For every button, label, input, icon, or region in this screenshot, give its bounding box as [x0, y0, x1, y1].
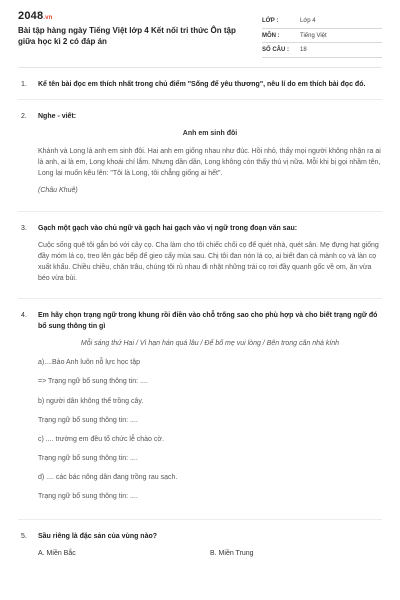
info-line-a: => Trạng ngữ bổ sung thông tin: ....	[38, 378, 148, 386]
question-body	[18, 129, 382, 197]
question-3	[18, 212, 382, 300]
question-head	[18, 112, 382, 123]
question-text: Gạch một gạch vào chủ ngữ và gạch hai gạch vào vị ngữ trong đoạn văn sau:	[38, 224, 298, 232]
meta-value: Tiếng Việt	[300, 32, 327, 39]
question-head	[18, 532, 382, 543]
document-title: Bài tập hàng ngày Tiếng Việt lớp 4 Kết nối tri thức Ôn tập giữa học kì 2 có đáp án	[18, 26, 236, 46]
answer-choices	[18, 549, 382, 559]
fill-line-d: d) .... các bác nông dân đang trồng rau sạch.	[38, 474, 178, 482]
question-head	[18, 224, 382, 235]
question-number: 2.	[21, 112, 27, 120]
question-text: Kể tên bài đọc em thích nhất trong chủ điểm "Sống để yêu thương", nêu lí do em thích bài đọc đó.	[38, 81, 366, 89]
meta-key: MÔN :	[262, 32, 280, 39]
choice-a[interactable]: A. Miền Bắc	[38, 549, 76, 557]
fill-line-a: a)....Bảo Anh luôn nỗ lực học tập	[38, 359, 140, 367]
story-title: Anh em sinh đôi	[182, 130, 238, 138]
story-paragraph: Khánh và Long là anh em sinh đôi. Hai anh em giống nhau như đúc. Hồi nhỏ, thấy mọi người không nhận ra ai là anh, ai là em, Long khoái chí lắm. Nhưng dần dần, Long không còn thấy thú vị nữa. Mỗi khi bị gọi nhầm tên, Long lại muốn kêu lên: "Tôi là Long, tôi chẳng giống ai hết".	[38, 148, 381, 177]
meta-key: LỚP :	[262, 18, 279, 24]
question-5	[18, 520, 382, 567]
question-head	[18, 80, 382, 91]
question-4	[18, 299, 382, 520]
story-source: (Châu Khuê)	[38, 186, 78, 194]
question-text: Nghe - viết:	[38, 112, 77, 120]
question-text: Sầu riêng là đặc sản của vùng nào?	[38, 533, 158, 541]
info-line-d: Trạng ngữ bổ sung thông tin: ....	[38, 493, 138, 501]
question-number: 3.	[21, 224, 27, 232]
meta-value: 18	[300, 47, 307, 54]
meta-value: Lớp 4	[300, 18, 316, 24]
question-1	[18, 68, 382, 100]
logo-main: 2048	[18, 10, 44, 22]
question-head	[18, 311, 382, 332]
adverbial-options: Mỗi sáng thứ Hai / Vì hạn hán quá lâu / Để bố mẹ vui lòng / Bên trong căn nhà kính	[80, 340, 340, 348]
site-logo[interactable]	[18, 10, 248, 23]
header-left	[18, 10, 248, 58]
fill-line-c: c) .... trường em đều tổ chức lễ chào cờ.	[38, 435, 164, 443]
question-number: 1.	[21, 81, 27, 89]
fill-line-b: b) người dân không thể trồng cây.	[38, 397, 144, 405]
meta-table	[262, 14, 382, 58]
exercise-paragraph: Cuộc sống quê tôi gắn bó với cây cọ. Cha làm cho tôi chiếc chổi cọ để quét nhà, quét sân. Mẹ đựng hạt giống đầy móm lá cọ, treo lên gác bếp để gieo cấy mùa sau. Chị tôi đan nón lá cọ, ai biết đan cả mành cọ và làn cọ xuất khẩu. Chiều chiều, chăn trâu, chúng tôi rủ nhau đi nhặt những trái cọ rơi đầy quanh gốc về om, ăn vừa béo vừa bùi.	[38, 242, 379, 282]
question-body	[18, 241, 382, 284]
meta-row-subject	[262, 29, 382, 44]
meta-row-count	[262, 43, 382, 58]
meta-key: SỐ CÂU :	[262, 47, 289, 54]
meta-row-grade	[262, 14, 382, 29]
choice-b[interactable]: B. Miền Trung	[210, 549, 254, 557]
logo-suffix: .vn	[43, 15, 53, 21]
question-number: 5.	[21, 533, 27, 541]
worksheet-header	[18, 10, 382, 68]
info-line-c: Trạng ngữ bổ sung thông tin: ....	[38, 455, 138, 462]
question-text: Em hãy chọn trạng ngữ trong khung rồi điền vào chỗ trống sao cho phù hợp và cho biết trạng ngữ đó bổ sung thông tin gì	[38, 312, 378, 330]
info-line-b: Trạng ngữ bổ sung thông tin: ....	[38, 416, 138, 424]
question-number: 4.	[21, 312, 27, 320]
question-body	[18, 339, 382, 502]
question-2	[18, 100, 382, 212]
